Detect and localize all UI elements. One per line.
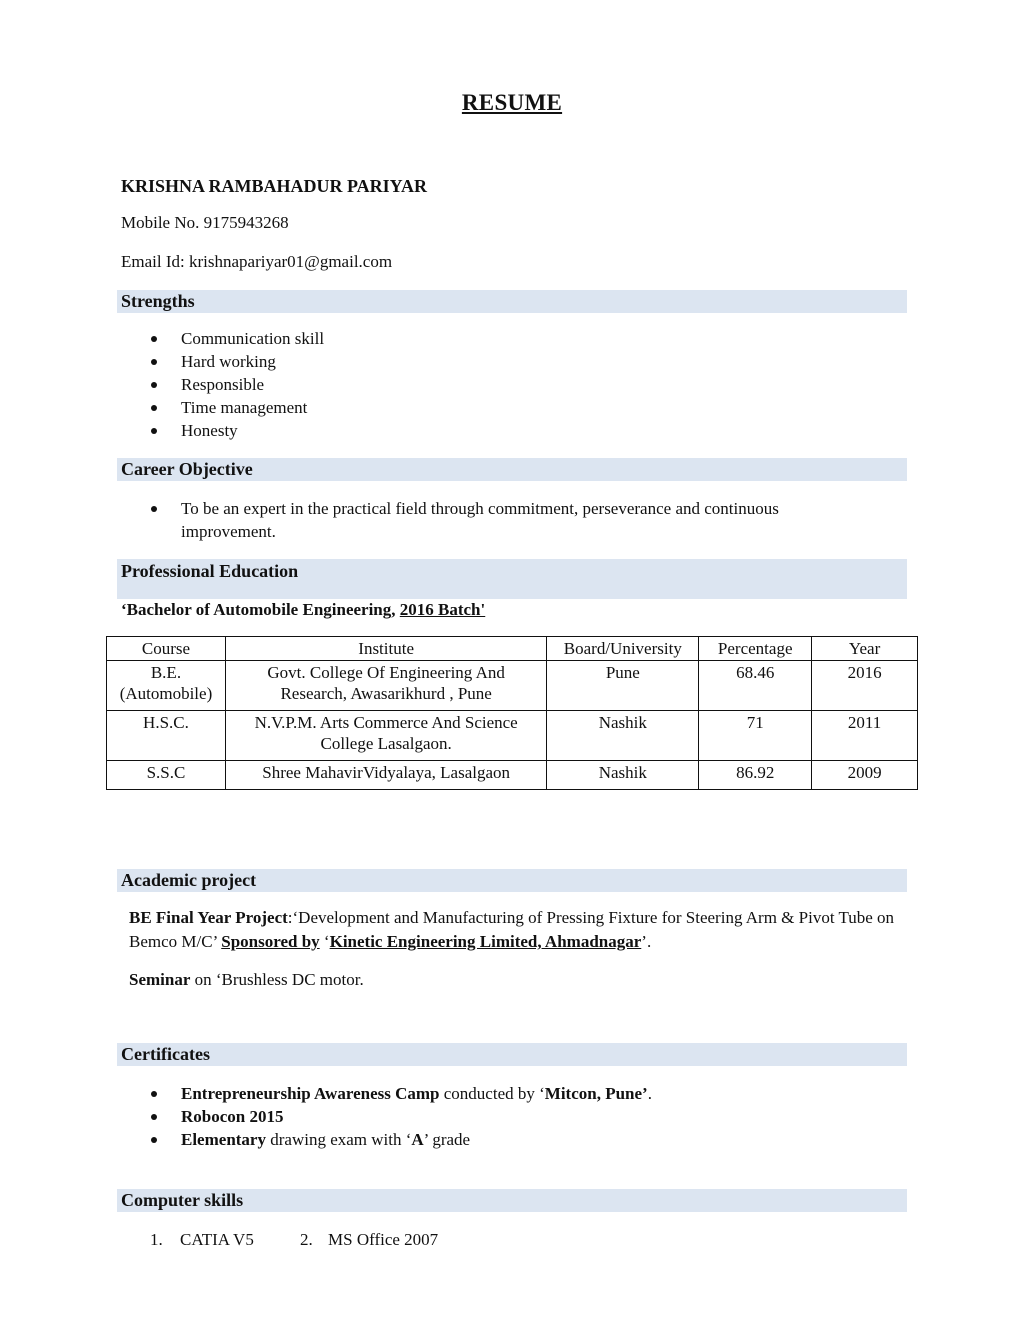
section-heading-career-objective: Career Objective xyxy=(117,458,907,481)
certificate-text-2: . xyxy=(647,1084,652,1103)
year-cell: 2009 xyxy=(812,761,918,790)
section-heading-computer-skills: Computer skills xyxy=(117,1189,907,1212)
email-line xyxy=(121,252,392,272)
certificate-text: conducted by ‘ xyxy=(439,1084,545,1103)
certificate-bold: Elementary xyxy=(181,1130,266,1149)
certificate-text: drawing exam with ‘ xyxy=(265,1130,412,1149)
percentage-cell: 68.46 xyxy=(699,661,812,711)
sponsor-name: Kinetic Engineering Limited, Ahmadnagar xyxy=(329,932,642,951)
degree-name: ‘Bachelor of Automobile Engineering, xyxy=(121,600,400,619)
seminar-label: Seminar xyxy=(129,970,191,989)
year-cell: 2011 xyxy=(812,711,918,761)
sponsored-label: Sponsored by xyxy=(221,932,320,951)
column-header: Percentage xyxy=(699,637,812,661)
course-cell: B.E. (Automobile) xyxy=(107,661,226,711)
mobile-label: Mobile No. xyxy=(121,213,200,232)
year-cell: 2016 xyxy=(812,661,918,711)
project-label: BE Final Year Project xyxy=(129,908,288,927)
list-item: Honesty xyxy=(145,419,324,442)
skill-item: CATIA V5 xyxy=(180,1230,254,1249)
page-title: RESUME xyxy=(461,90,563,115)
objective-text: To be an expert in the practical field through commitment, perseverance and continuous improvement. xyxy=(145,497,861,543)
column-header: Year xyxy=(812,637,918,661)
list-item: Communication skill xyxy=(145,327,324,350)
seminar-text: on ‘Brushless DC motor. xyxy=(190,970,364,989)
list-item xyxy=(145,1082,652,1105)
board-cell: Nashik xyxy=(547,711,699,761)
list-item: Time management xyxy=(145,396,324,419)
section-heading-professional-education: Professional Education xyxy=(117,559,907,599)
objective-list xyxy=(145,497,861,543)
list-number: 2. xyxy=(300,1230,313,1249)
mobile-number: 9175943268 xyxy=(203,213,289,232)
percentage-cell: 86.92 xyxy=(699,761,812,790)
sponsor-close-quote: ’. xyxy=(641,932,652,951)
mobile-line xyxy=(121,213,289,233)
column-header: Institute xyxy=(225,637,546,661)
email-label: Email Id: xyxy=(121,252,185,271)
section-heading-strengths: Strengths xyxy=(117,290,907,313)
degree-line xyxy=(121,600,485,620)
education-table xyxy=(106,636,918,790)
table-row xyxy=(107,761,918,790)
list-item: Responsible xyxy=(145,373,324,396)
strengths-list xyxy=(145,327,324,442)
table-row xyxy=(107,711,918,761)
section-heading-certificates: Certificates xyxy=(117,1043,907,1066)
seminar-line xyxy=(129,968,909,992)
certificate-bold: Robocon 2015 xyxy=(181,1107,284,1126)
list-item xyxy=(145,1128,652,1151)
board-cell: Nashik xyxy=(547,761,699,790)
certificate-bold-2: A xyxy=(411,1130,424,1149)
certificate-bold-2: Mitcon, Pune’ xyxy=(544,1084,648,1103)
certificates-list xyxy=(145,1082,652,1151)
project-description xyxy=(129,906,909,954)
table-row xyxy=(107,661,918,711)
skill-item: MS Office 2007 xyxy=(328,1230,439,1249)
computer-skills-list xyxy=(150,1230,438,1250)
candidate-name: KRISHNA RAMBAHADUR PARIYAR xyxy=(121,176,428,196)
list-item xyxy=(145,1105,652,1128)
degree-batch: 2016 Batch' xyxy=(399,600,486,619)
board-cell: Pune xyxy=(547,661,699,711)
sponsor-open-quote: ‘ xyxy=(319,932,330,951)
list-item: Hard working xyxy=(145,350,324,373)
table-header-row xyxy=(107,637,918,661)
column-header: Board/University xyxy=(547,637,699,661)
project-text: :‘Development and Manufacturing of Pressing Fixture for Steering Arm & Pivot Tube on Bemco M/C’ xyxy=(129,908,895,951)
institute-cell: N.V.P.M. Arts Commerce And Science College Lasalgaon. xyxy=(225,711,546,761)
percentage-cell: 71 xyxy=(699,711,812,761)
certificate-text-2: ’ grade xyxy=(423,1130,471,1149)
institute-cell: Shree MahavirVidyalaya, Lasalgaon xyxy=(225,761,546,790)
course-cell: S.S.C xyxy=(107,761,226,790)
certificate-bold: Entrepreneurship Awareness Camp xyxy=(181,1084,440,1103)
course-cell: H.S.C. xyxy=(107,711,226,761)
email-address: krishnapariyar01@gmail.com xyxy=(188,252,393,271)
column-header: Course xyxy=(107,637,226,661)
institute-cell: Govt. College Of Engineering And Research, Awasarikhurd , Pune xyxy=(225,661,546,711)
list-number: 1. xyxy=(150,1230,163,1249)
section-heading-academic-project: Academic project xyxy=(117,869,907,892)
